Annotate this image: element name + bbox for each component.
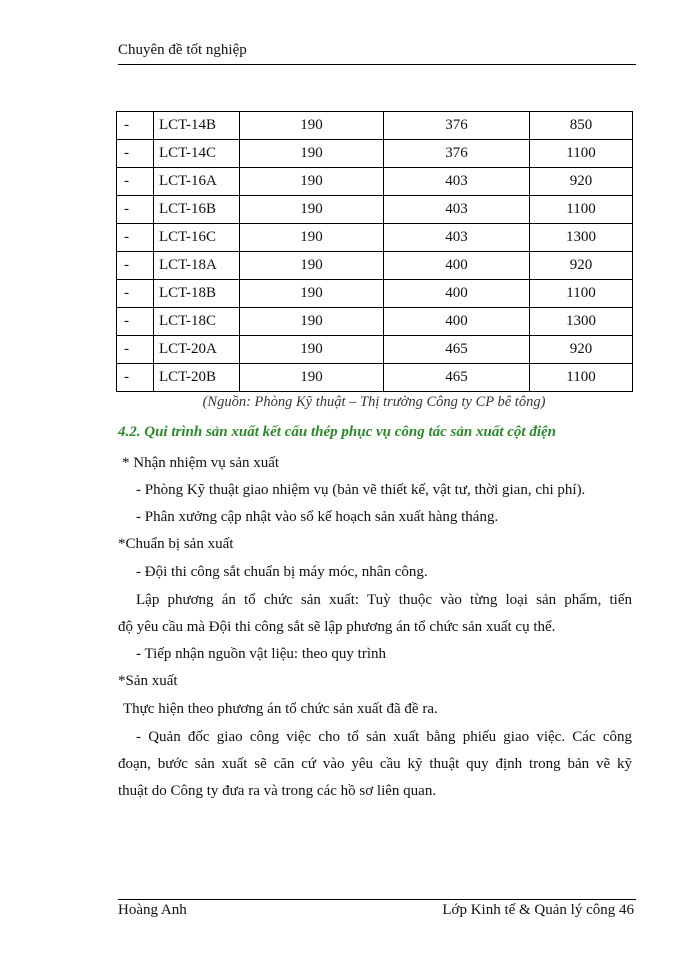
table-cell: 465 (384, 336, 530, 364)
table-row (117, 140, 633, 168)
table-row (117, 308, 633, 336)
table-cell: LCT-14C (154, 140, 240, 168)
table-cell: 920 (530, 252, 633, 280)
table-cell: 190 (240, 224, 384, 252)
table-cell: 190 (240, 308, 384, 336)
page-footer (118, 899, 636, 918)
table-cell: LCT-16B (154, 196, 240, 224)
para-execute-plan: Thực hiện theo phương án tổ chức sản xuất đã đề ra. (123, 701, 438, 717)
table-row (117, 196, 633, 224)
table-cell: 190 (240, 196, 384, 224)
table-row (117, 168, 633, 196)
para-workshop-update: - Phân xưởng cập nhật vào sổ kế hoạch sản xuất hàng tháng. (136, 509, 499, 525)
table-cell: 403 (384, 196, 530, 224)
footer-author: Hoàng Anh (118, 902, 187, 918)
table-cell: 190 (240, 252, 384, 280)
table-cell: - (117, 112, 154, 140)
para-foreman-line3: thuật do Công ty đưa ra và trong các hồ sơ liên quan. (118, 783, 437, 799)
table-cell: 376 (384, 112, 530, 140)
table-cell: 376 (384, 140, 530, 168)
table-cell: LCT-18C (154, 308, 240, 336)
para-foreman-line1: - Quản đốc giao công việc cho tổ sản xuất bằng phiếu giao việc. Các công (136, 729, 632, 745)
table-row (117, 336, 633, 364)
table-cell: 403 (384, 224, 530, 252)
table-row (117, 252, 633, 280)
table-cell: 1100 (530, 280, 633, 308)
table-cell: LCT-18B (154, 280, 240, 308)
table-cell: - (117, 308, 154, 336)
header-title: Chuyên đề tốt nghiệp (118, 42, 247, 58)
table-cell: - (117, 196, 154, 224)
para-prepare-heading: *Chuẩn bị sản xuất (118, 536, 234, 552)
footer-class: Lớp Kinh tế & Quản lý công 46 (442, 902, 634, 918)
table-cell: 190 (240, 140, 384, 168)
para-foreman-line2: đoạn, bước sản xuất sẽ căn cứ vào yêu cầu kỹ thuật quy định trong bản vẽ kỹ (118, 756, 632, 772)
table-cell: LCT-20B (154, 364, 240, 392)
table-cell: 190 (240, 112, 384, 140)
table-cell: - (117, 336, 154, 364)
table-cell: 400 (384, 280, 530, 308)
table-cell: 1300 (530, 224, 633, 252)
product-table (116, 111, 633, 392)
table-cell: 190 (240, 364, 384, 392)
table-cell: 400 (384, 308, 530, 336)
table-cell: - (117, 224, 154, 252)
table-cell: 850 (530, 112, 633, 140)
section-heading: 4.2. Qui trình sản xuất kết cấu thép phục vụ công tác sản xuất cột điện (118, 424, 556, 440)
table-cell: 190 (240, 168, 384, 196)
para-plan-line2: độ yêu cầu mà Đội thi công sắt sẽ lập phương án tổ chức sản xuất cụ thể. (118, 619, 556, 635)
table-cell: LCT-20A (154, 336, 240, 364)
table-cell: - (117, 280, 154, 308)
table-cell: - (117, 140, 154, 168)
table-cell: 1100 (530, 364, 633, 392)
table-cell: 1300 (530, 308, 633, 336)
para-receive-task: * Nhận nhiệm vụ sản xuất (122, 455, 280, 471)
para-production-heading: *Sản xuất (118, 673, 178, 689)
table-row (117, 224, 633, 252)
table-cell: - (117, 168, 154, 196)
para-materials: - Tiếp nhận nguồn vật liệu: theo quy trình (136, 646, 386, 662)
table-cell: LCT-18A (154, 252, 240, 280)
table-cell: LCT-16A (154, 168, 240, 196)
table-cell: 920 (530, 168, 633, 196)
table-cell: 400 (384, 252, 530, 280)
table-cell: - (117, 252, 154, 280)
table-cell: 1100 (530, 140, 633, 168)
table-cell: 403 (384, 168, 530, 196)
para-tech-dept: - Phòng Kỹ thuật giao nhiệm vụ (bản vẽ thiết kế, vật tư, thời gian, chi phí). (136, 482, 586, 498)
para-prepare-team: - Đội thi công sắt chuẩn bị máy móc, nhân công. (136, 564, 428, 580)
table-cell: 1100 (530, 196, 633, 224)
table-cell: LCT-16C (154, 224, 240, 252)
table-cell: - (117, 364, 154, 392)
table-row (117, 280, 633, 308)
table-source: (Nguồn: Phòng Kỹ thuật – Thị trường Công ty CP bê tông) (202, 394, 546, 410)
para-plan-line1: Lập phương án tổ chức sản xuất: Tuỳ thuộc vào từng loại sản phẩm, tiến (136, 592, 632, 608)
table-row (117, 112, 633, 140)
table-row (117, 364, 633, 392)
table-cell: 190 (240, 280, 384, 308)
table-cell: LCT-14B (154, 112, 240, 140)
table-cell: 190 (240, 336, 384, 364)
page-header (118, 40, 636, 65)
table-cell: 920 (530, 336, 633, 364)
table-cell: 465 (384, 364, 530, 392)
